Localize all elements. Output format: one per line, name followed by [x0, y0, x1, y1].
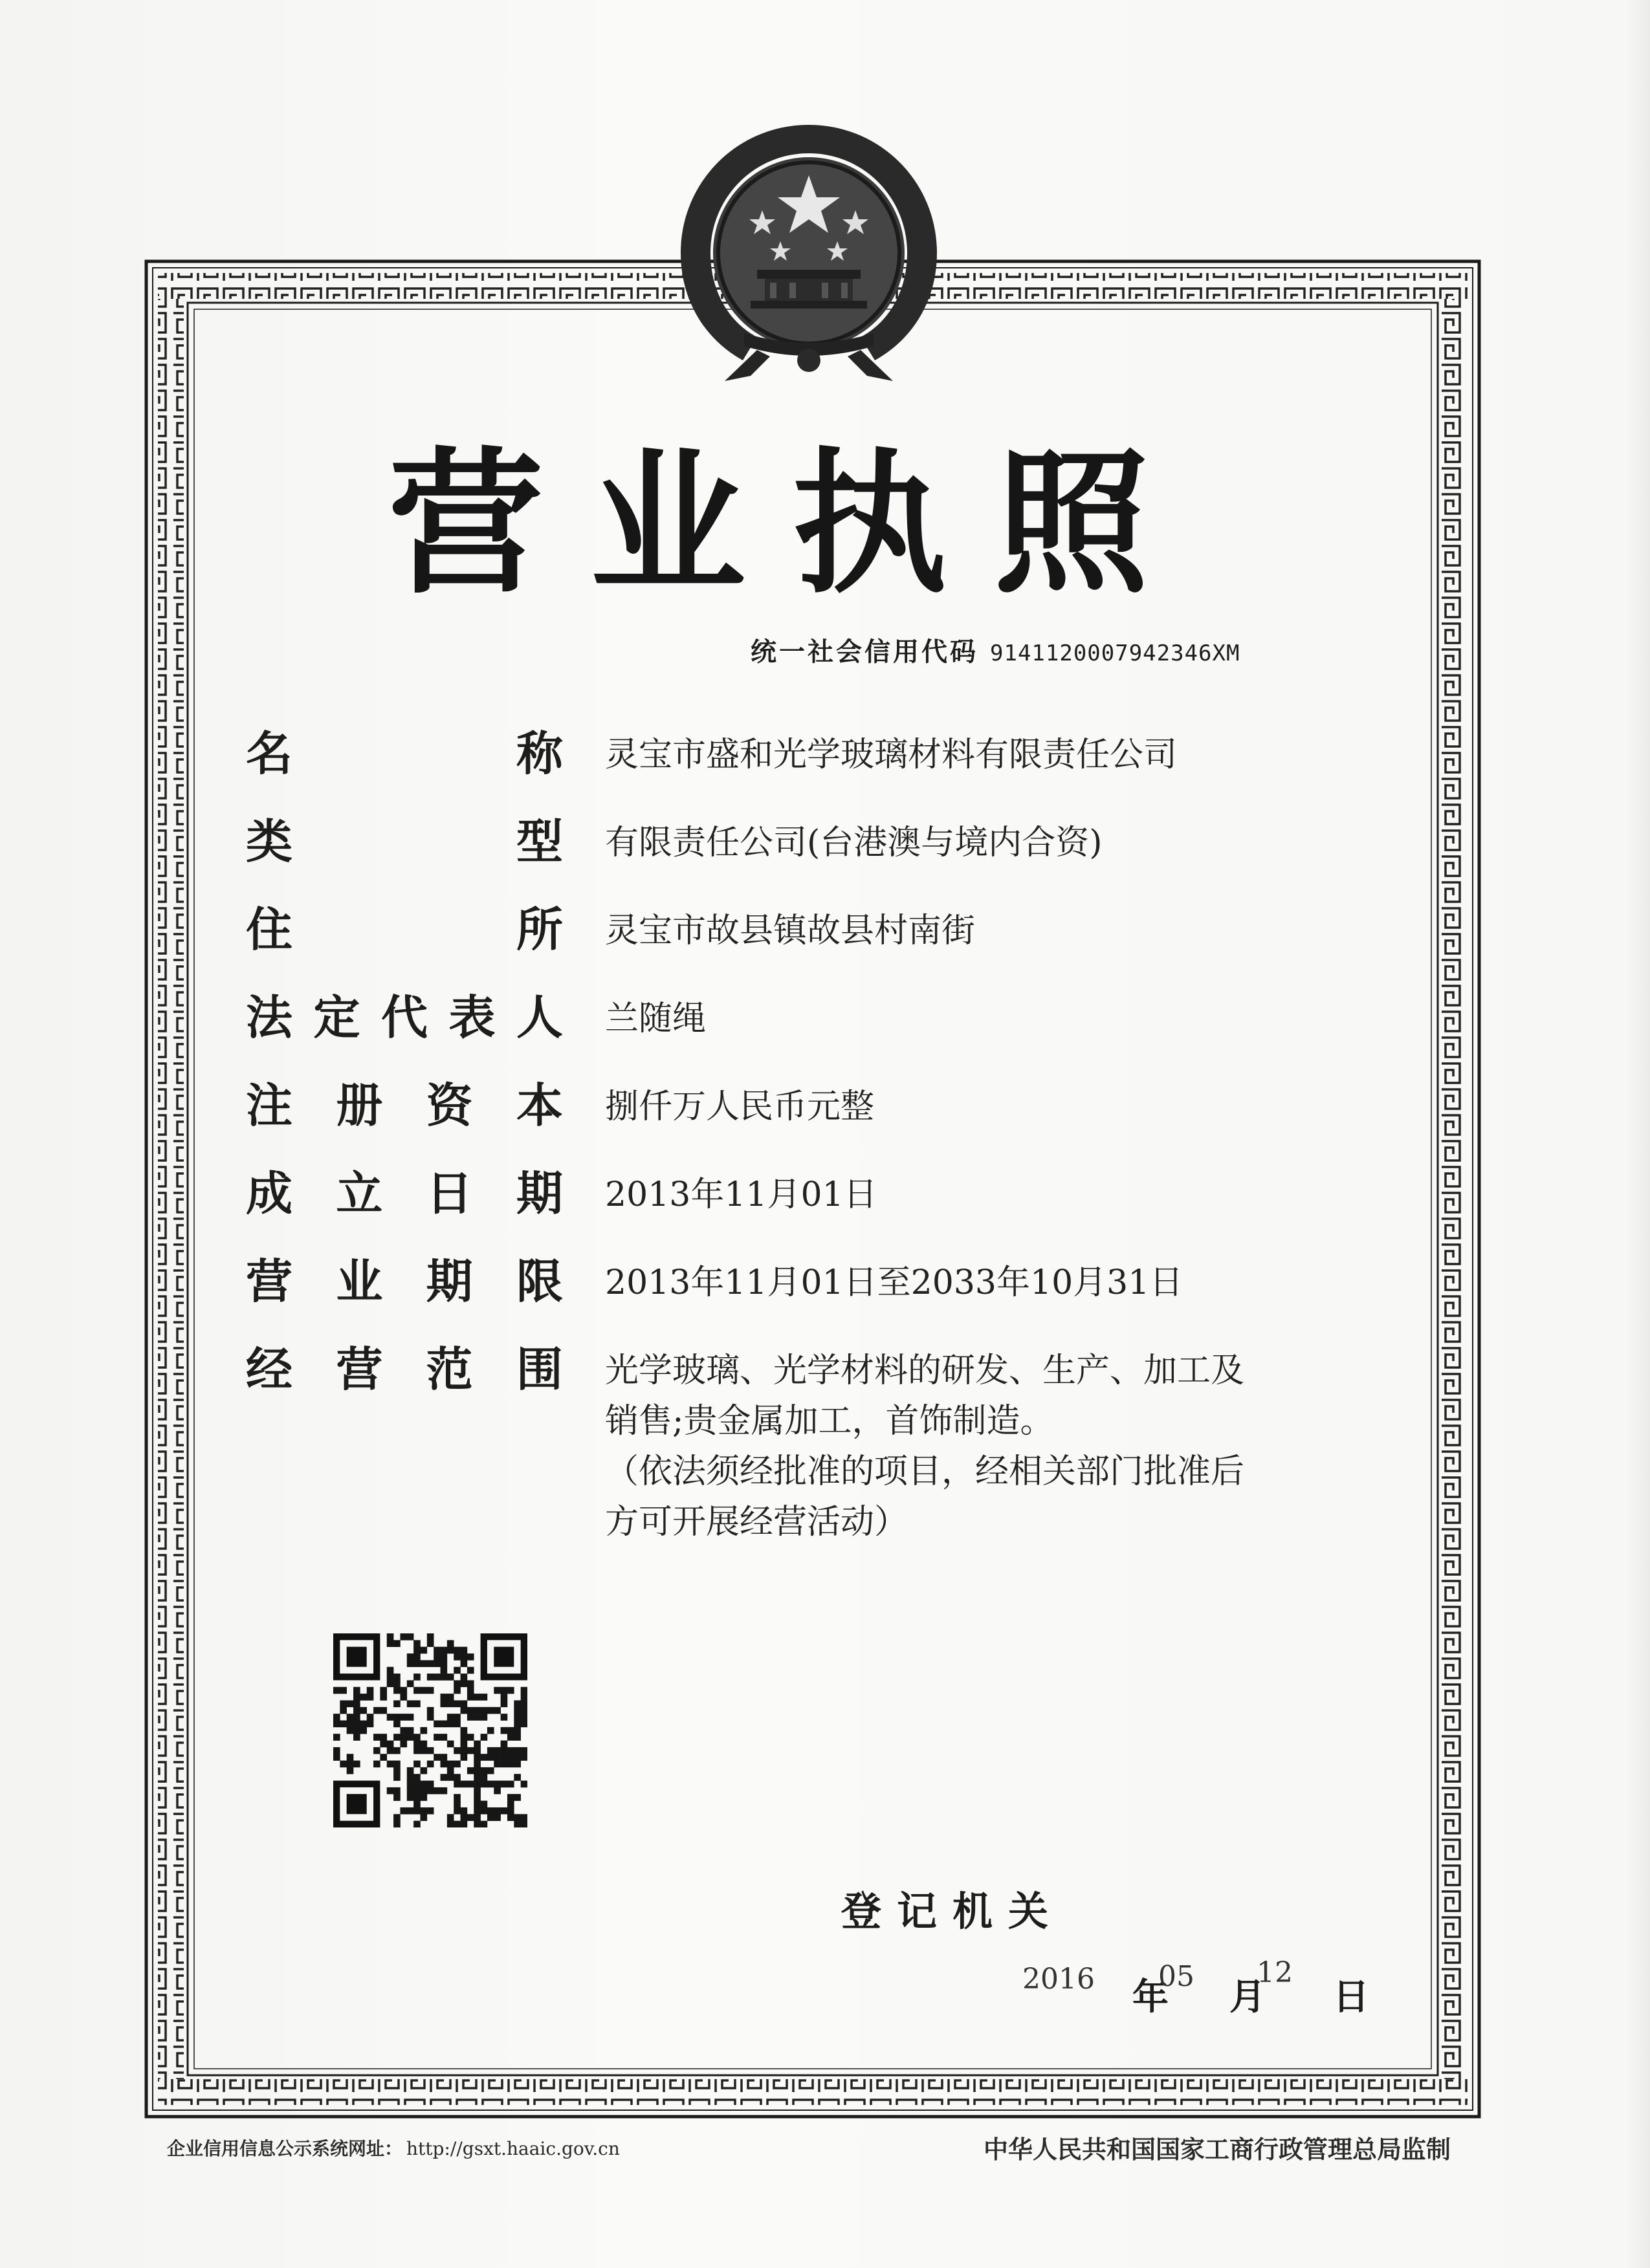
issue-day: 12	[1257, 1956, 1293, 1989]
field-value-established: 2013年11月01日	[605, 1175, 877, 1214]
label-char: 期	[516, 1166, 563, 1221]
footer-website	[167, 2135, 620, 2161]
issue-month-unit: 月	[1229, 1976, 1266, 2018]
field-value-capital: 捌仟万人民币元整	[605, 1087, 875, 1126]
scope-line: 销售;贵金属加工，首饰制造。	[605, 1402, 1054, 1441]
field-value-name: 灵宝市盛和光学玻璃材料有限责任公司	[605, 736, 1178, 774]
label-char: 限	[516, 1254, 563, 1309]
field-row-capital	[246, 1076, 1346, 1164]
label-char: 资	[426, 1078, 473, 1133]
issue-date	[1009, 1944, 1398, 2028]
field-label-capital	[246, 1076, 563, 1135]
scope-line: （依法须经批准的项目，经相关部门批准后	[605, 1452, 1245, 1491]
label-char: 日	[426, 1166, 473, 1221]
qr-code	[333, 1633, 527, 1827]
field-row-scope	[246, 1340, 1346, 1547]
label-char: 定	[313, 990, 360, 1045]
label-char: 成	[246, 1166, 293, 1221]
credit-code-label: 统一社会信用代码	[751, 637, 978, 667]
label-char: 人	[516, 990, 563, 1045]
label-char: 注	[246, 1078, 293, 1133]
registration-authority-label: 登记机关	[841, 1888, 1064, 1935]
scope-line: 光学玻璃、光学材料的研发、生产、加工及	[605, 1351, 1245, 1390]
label-char: 业	[336, 1254, 383, 1309]
national-emblem-icon	[660, 120, 958, 391]
label-char: 法	[246, 990, 293, 1045]
credit-code-line	[751, 633, 1240, 671]
field-label-address	[246, 900, 563, 959]
label-char: 代	[380, 990, 428, 1045]
label-char: 名	[246, 726, 293, 781]
label-char: 经	[246, 1342, 293, 1397]
field-row-type	[246, 812, 1346, 900]
label-char: 所	[516, 902, 563, 957]
label-char: 表	[448, 990, 496, 1045]
field-label-term	[246, 1252, 563, 1311]
footer-website-label: 企业信用信息公示系统网址：	[167, 2138, 403, 2159]
field-row-address	[246, 900, 1346, 988]
label-char: 营	[246, 1254, 293, 1309]
field-label-established	[246, 1164, 563, 1223]
credit-code-value: 9141120007942346XM	[990, 640, 1240, 666]
label-char: 住	[246, 902, 293, 957]
label-char: 类	[246, 814, 293, 869]
label-char: 型	[516, 814, 563, 869]
field-value-scope	[605, 1346, 1343, 1547]
field-value-term: 2013年11月01日至2033年10月31日	[605, 1263, 1183, 1302]
field-list	[246, 725, 1346, 1547]
field-value-address: 灵宝市故县镇故县村南街	[605, 911, 976, 950]
field-label-legal-rep	[246, 988, 563, 1047]
label-char: 立	[336, 1166, 383, 1221]
label-char: 范	[426, 1342, 473, 1397]
field-row-legal-rep	[246, 988, 1346, 1076]
scope-line: 方可开展经营活动）	[605, 1503, 908, 1542]
scan-shadow	[1624, 0, 1650, 2268]
label-char: 本	[516, 1078, 563, 1133]
field-row-established	[246, 1164, 1346, 1252]
label-char: 营	[336, 1342, 383, 1397]
issue-month: 05	[1158, 1960, 1194, 1993]
field-value-legal-rep: 兰随绳	[605, 999, 707, 1038]
issue-year-unit: 年	[1132, 1976, 1169, 2018]
field-label-name	[246, 725, 563, 783]
field-label-type	[246, 812, 563, 871]
footer-supervisor: 中华人民共和国国家工商行政管理总局监制	[984, 2135, 1451, 2164]
document-title: 营业执照	[388, 433, 1196, 615]
issue-day-unit: 日	[1333, 1976, 1369, 2018]
field-label-scope	[246, 1340, 563, 1399]
issue-year: 2016	[1022, 1963, 1095, 1996]
label-char: 期	[426, 1254, 473, 1309]
label-char: 册	[336, 1078, 383, 1133]
field-value-type: 有限责任公司(台港澳与境内合资)	[605, 823, 1103, 862]
footer-website-url[interactable]: http://gsxt.haaic.gov.cn	[406, 2138, 620, 2159]
field-row-term	[246, 1252, 1346, 1340]
field-row-name	[246, 725, 1346, 812]
label-char: 围	[516, 1342, 563, 1397]
label-char: 称	[516, 726, 563, 781]
